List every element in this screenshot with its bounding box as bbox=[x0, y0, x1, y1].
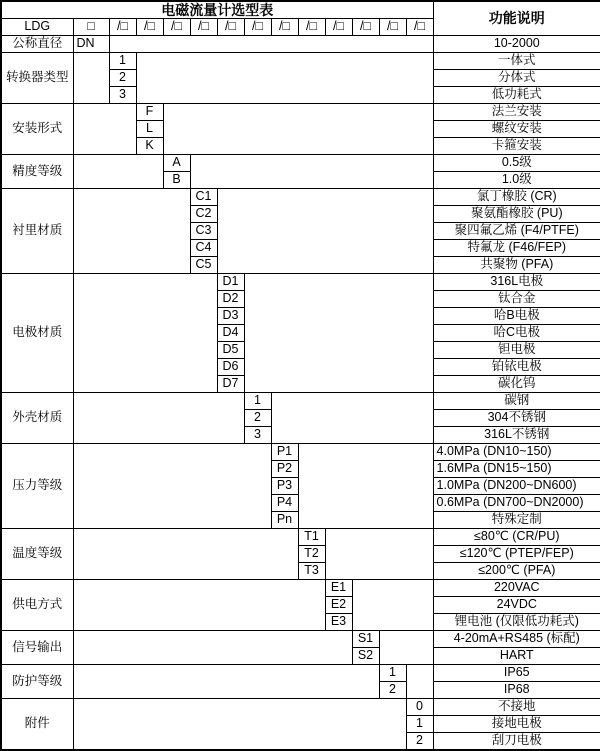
function-cell: 分体式 bbox=[433, 70, 600, 87]
function-cell: 316L不锈钢 bbox=[433, 427, 600, 444]
function-cell: 卡箍安装 bbox=[433, 138, 600, 155]
code-cell: C4 bbox=[190, 240, 217, 257]
function-cell: 1.6MPa (DN15~150) bbox=[433, 461, 600, 478]
category-row bbox=[1, 393, 600, 410]
code-cell: C1 bbox=[190, 189, 217, 206]
category-label: 公称直径 bbox=[1, 36, 73, 53]
category-row bbox=[1, 36, 600, 53]
function-cell: 碳钢 bbox=[433, 393, 600, 410]
selection-slot: /□ bbox=[109, 19, 136, 36]
code-cell: 1 bbox=[379, 665, 406, 682]
category-label: 电极材质 bbox=[1, 274, 73, 393]
code-cell: S2 bbox=[352, 648, 379, 665]
function-cell: ≤120℃ (PTEP/FEP) bbox=[433, 546, 600, 563]
category-label: 外壳材质 bbox=[1, 393, 73, 444]
code-cell: C5 bbox=[190, 257, 217, 274]
function-cell: 聚四氟乙烯 (F4/PTFE) bbox=[433, 223, 600, 240]
code-cell: 3 bbox=[244, 427, 271, 444]
selection-slot: /□ bbox=[298, 19, 325, 36]
code-cell: D6 bbox=[217, 359, 244, 376]
function-cell: HART bbox=[433, 648, 600, 665]
code-cell: D3 bbox=[217, 308, 244, 325]
category-row bbox=[1, 665, 600, 682]
category-row bbox=[1, 104, 600, 121]
spacer-cell bbox=[73, 155, 163, 189]
function-cell: 220VAC bbox=[433, 580, 600, 597]
function-cell: ≤200℃ (PFA) bbox=[433, 563, 600, 580]
category-label: 压力等级 bbox=[1, 444, 73, 529]
function-cell: 低功耗式 bbox=[433, 87, 600, 104]
model-code-box: □ bbox=[73, 19, 109, 36]
function-cell: 锂电池 (仅限低功耗式) bbox=[433, 614, 600, 631]
spacer-cell bbox=[73, 580, 325, 631]
function-cell: 共聚物 (PFA) bbox=[433, 257, 600, 274]
selection-slot: /□ bbox=[190, 19, 217, 36]
code-cell: D2 bbox=[217, 291, 244, 308]
function-cell: 1.0级 bbox=[433, 172, 600, 189]
function-cell: 不接地 bbox=[433, 699, 600, 716]
function-cell: IP65 bbox=[433, 665, 600, 682]
spacer-cell bbox=[73, 444, 271, 529]
spacer-cell bbox=[73, 274, 217, 393]
category-row bbox=[1, 444, 600, 461]
spacer-cell bbox=[73, 53, 109, 104]
function-cell: 1.0MPa (DN200~DN600) bbox=[433, 478, 600, 495]
category-label: 温度等级 bbox=[1, 529, 73, 580]
function-cell: 0.5级 bbox=[433, 155, 600, 172]
code-cell: 2 bbox=[244, 410, 271, 427]
selection-slot: /□ bbox=[271, 19, 298, 36]
category-row bbox=[1, 631, 600, 648]
spacer-cell bbox=[136, 53, 433, 104]
spacer-cell bbox=[73, 393, 244, 444]
selection-slot: /□ bbox=[352, 19, 379, 36]
function-cell: 304不锈钢 bbox=[433, 410, 600, 427]
code-cell: D5 bbox=[217, 342, 244, 359]
function-cell: ≤80℃ (CR/PU) bbox=[433, 529, 600, 546]
function-cell: 10-2000 bbox=[433, 36, 600, 53]
spacer-cell bbox=[352, 580, 433, 631]
selection-slot: /□ bbox=[325, 19, 352, 36]
category-row bbox=[1, 529, 600, 546]
category-label: 转换器类型 bbox=[1, 53, 73, 104]
spacer-cell bbox=[73, 529, 298, 580]
category-label: 精度等级 bbox=[1, 155, 73, 189]
selection-slot: /□ bbox=[406, 19, 433, 36]
code-cell: 2 bbox=[379, 682, 406, 699]
spacer-cell bbox=[73, 699, 406, 751]
selection-slot: /□ bbox=[136, 19, 163, 36]
function-cell: 316L电极 bbox=[433, 274, 600, 291]
function-cell: 聚氨酯橡胶 (PU) bbox=[433, 206, 600, 223]
selection-slot: /□ bbox=[379, 19, 406, 36]
function-cell: 4-20mA+RS485 (标配) bbox=[433, 631, 600, 648]
spacer-cell bbox=[298, 444, 433, 529]
category-row bbox=[1, 580, 600, 597]
function-cell: 0.6MPa (DN700~DN2000) bbox=[433, 495, 600, 512]
category-row bbox=[1, 53, 600, 70]
code-cell: C3 bbox=[190, 223, 217, 240]
spacer-cell bbox=[73, 189, 190, 274]
spacer-cell bbox=[109, 36, 433, 53]
selection-slot: /□ bbox=[217, 19, 244, 36]
code-cell: P2 bbox=[271, 461, 298, 478]
code-cell: D7 bbox=[217, 376, 244, 393]
code-cell: E2 bbox=[325, 597, 352, 614]
code-cell: T2 bbox=[298, 546, 325, 563]
code-cell: P1 bbox=[271, 444, 298, 461]
code-cell: D4 bbox=[217, 325, 244, 342]
code-cell: 2 bbox=[406, 733, 433, 751]
spacer-cell bbox=[217, 189, 433, 274]
function-cell: 一体式 bbox=[433, 53, 600, 70]
function-cell: 接地电极 bbox=[433, 716, 600, 733]
function-cell: IP68 bbox=[433, 682, 600, 699]
category-label: 附件 bbox=[1, 699, 73, 751]
code-cell: 1 bbox=[109, 53, 136, 70]
spacer-cell bbox=[73, 104, 136, 155]
code-cell: K bbox=[136, 138, 163, 155]
spacer-cell bbox=[190, 155, 433, 189]
table-title: 电磁流量计选型表 bbox=[1, 1, 433, 19]
function-col-header: 功能说明 bbox=[433, 1, 600, 36]
table-body bbox=[1, 1, 600, 750]
title-row bbox=[1, 1, 600, 19]
code-cell: Pn bbox=[271, 512, 298, 529]
code-cell: P4 bbox=[271, 495, 298, 512]
ldg-label: LDG bbox=[1, 19, 73, 36]
category-label: 安装形式 bbox=[1, 104, 73, 155]
spacer-cell bbox=[73, 665, 379, 699]
function-cell: 钽电极 bbox=[433, 342, 600, 359]
function-cell: 24VDC bbox=[433, 597, 600, 614]
category-label: 信号输出 bbox=[1, 631, 73, 665]
code-cell: 3 bbox=[109, 87, 136, 104]
code-cell: E1 bbox=[325, 580, 352, 597]
code-cell: 1 bbox=[406, 716, 433, 733]
function-cell: 螺纹安装 bbox=[433, 121, 600, 138]
spacer-cell bbox=[406, 665, 433, 699]
spacer-cell bbox=[325, 529, 433, 580]
spacer-cell bbox=[163, 104, 433, 155]
function-cell: 4.0MPa (DN10~150) bbox=[433, 444, 600, 461]
category-label: 供电方式 bbox=[1, 580, 73, 631]
code-cell: D1 bbox=[217, 274, 244, 291]
code-cell: T3 bbox=[298, 563, 325, 580]
code-cell: E3 bbox=[325, 614, 352, 631]
selection-slot: /□ bbox=[163, 19, 190, 36]
code-cell: S1 bbox=[352, 631, 379, 648]
code-cell: P3 bbox=[271, 478, 298, 495]
code-cell: C2 bbox=[190, 206, 217, 223]
function-cell: 特殊定制 bbox=[433, 512, 600, 529]
spacer-cell bbox=[379, 631, 433, 665]
function-cell: 刮刀电极 bbox=[433, 733, 600, 751]
code-cell: A bbox=[163, 155, 190, 172]
function-cell: 法兰安装 bbox=[433, 104, 600, 121]
selection-slot: /□ bbox=[244, 19, 271, 36]
code-cell: DN bbox=[73, 36, 109, 53]
category-row bbox=[1, 699, 600, 716]
code-cell: 1 bbox=[244, 393, 271, 410]
code-cell: 2 bbox=[109, 70, 136, 87]
category-row bbox=[1, 155, 600, 172]
function-cell: 哈C电极 bbox=[433, 325, 600, 342]
spacer-cell bbox=[244, 274, 433, 393]
category-label: 防护等级 bbox=[1, 665, 73, 699]
function-cell: 特氟龙 (F46/FEP) bbox=[433, 240, 600, 257]
function-cell: 哈B电极 bbox=[433, 308, 600, 325]
category-row bbox=[1, 274, 600, 291]
category-row bbox=[1, 189, 600, 206]
function-cell: 碳化钨 bbox=[433, 376, 600, 393]
code-cell: B bbox=[163, 172, 190, 189]
spacer-cell bbox=[271, 393, 433, 444]
code-cell: L bbox=[136, 121, 163, 138]
function-cell: 氯丁橡胶 (CR) bbox=[433, 189, 600, 206]
category-label: 衬里材质 bbox=[1, 189, 73, 274]
code-cell: 0 bbox=[406, 699, 433, 716]
code-cell: F bbox=[136, 104, 163, 121]
spacer-cell bbox=[73, 631, 352, 665]
code-cell: T1 bbox=[298, 529, 325, 546]
function-cell: 铂铱电极 bbox=[433, 359, 600, 376]
function-cell: 钛合金 bbox=[433, 291, 600, 308]
